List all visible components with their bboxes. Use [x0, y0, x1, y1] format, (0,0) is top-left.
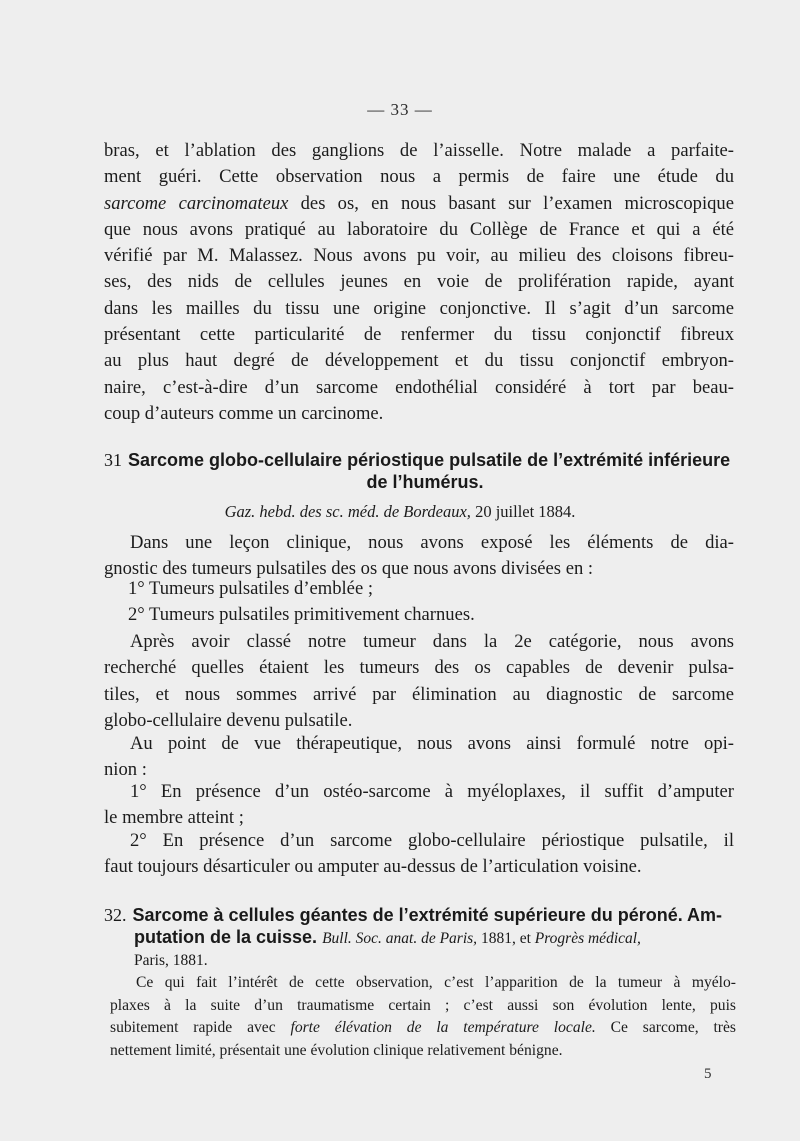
text-line: sarcome carcinomateux des os, en nous basant sur l’examen microscopique — [104, 192, 734, 214]
text-line: bras, et l’ablation des ganglions de l’aisselle. Notre malade a parfaite- — [104, 140, 734, 161]
text-line: nion : — [104, 759, 147, 781]
section-32-summary — [110, 972, 736, 1062]
text-line: subitement rapide avec forte élévation de la température locale. Ce sarcome, très — [110, 1019, 736, 1037]
section-number: 32. — [104, 905, 127, 925]
intro-paragraph — [104, 138, 734, 427]
section-31-heading — [104, 449, 736, 493]
section-31-paragraph-5 — [104, 828, 734, 881]
text-line: le membre atteint ; — [104, 807, 244, 829]
section-number: 31 — [104, 450, 122, 470]
text-line: nettement limité, présentait une évolution clinique relativement bénigne. — [110, 1041, 563, 1059]
section-title-line: Sarcome à cellules géantes de l’extrémité supérieure du péroné. Am- — [132, 905, 723, 925]
text-line: ment guéri. Cette observation nous a permis de faire une étude du — [104, 166, 734, 188]
text-line: 2° En présence d’un sarcome globo-cellulaire périostique pulsatile, il — [130, 830, 734, 851]
text-line: au plus haut degré de développement et du tissu conjonctif embryon- — [104, 350, 734, 372]
text-line: gnostic des tumeurs pulsatiles des os que nous avons divisées en : — [104, 558, 594, 580]
emphasis-term: sarcome carcinomateux — [104, 192, 289, 214]
section-31-paragraph-2 — [104, 629, 734, 734]
text-line: ses, des nids de cellules jeunes en voie de prolifération rapide, ayant — [104, 271, 734, 293]
section-31-paragraph-4 — [104, 779, 734, 832]
page-number-top: — 33 — — [367, 100, 433, 119]
text-line: Dans une leçon clinique, nous avons exposé les éléments de dia- — [130, 532, 734, 553]
text-line: plaxes à la suite d’un traumatisme certain ; c’est aussi son évolution lente, puis — [110, 996, 736, 1014]
section-32-heading — [104, 904, 736, 972]
text-line: naire, c’est-à-dire d’un sarcome endothélial considéré à tort par beau- — [104, 376, 734, 398]
text-line: Ce qui fait l’intérêt de cette observation, c’est l’apparition de la tumeur à myélo- — [136, 974, 736, 991]
text-line: dans les mailles du tissu une origine conjonctive. Il s’agit d’un sarcome — [104, 297, 734, 319]
text-line: recherché quelles étaient les tumeurs des os capables de devenir pulsa- — [104, 657, 734, 679]
text-line: faut toujours désarticuler ou amputer au-dessus de l’articulation voisine. — [104, 856, 642, 878]
section-32-reference: Bull. Soc. anat. de Paris, 1881, et Progrès médical, — [322, 930, 641, 947]
text-line: globo-cellulaire devenu pulsatile. — [104, 709, 353, 731]
page-number-bottom: 5 — [704, 1066, 712, 1082]
section-31-paragraph-3 — [104, 731, 734, 784]
section-31-paragraph-1 — [104, 530, 734, 583]
emphasis-term: forte élévation de la température locale. — [290, 1019, 596, 1037]
section-31-citation — [0, 502, 800, 522]
text-line: vérifié par M. Malassez. Nous avons pu voir, au milieu des cloisons fibreu- — [104, 245, 734, 267]
text-line: Après avoir classé notre tumeur dans la 2e catégorie, nous avons — [130, 631, 734, 652]
section-32-reference-cont: Paris, 1881. — [134, 952, 208, 969]
text-line: présentant cette particularité de renfermer du tissu conjonctif fibreux — [104, 324, 734, 346]
text-line: Au point de vue thérapeutique, nous avons ainsi formulé notre opi- — [130, 733, 734, 754]
section-title-line: Sarcome globo-cellulaire périostique pulsatile de l’extrémité inférieure — [128, 450, 731, 470]
section-title-line: de l’humérus. — [366, 472, 484, 492]
section-title-line: putation de la cuisse. — [134, 927, 318, 947]
text-line: 1° En présence d’un ostéo-sarcome à myéloplaxes, il suffit d’amputer — [130, 781, 734, 802]
list-item: 2° Tumeurs pulsatiles primitivement charnues. — [128, 604, 475, 625]
text-line: coup d’auteurs comme un carcinome. — [104, 402, 384, 424]
text-line: tiles, et nous sommes arrivé par élimination au diagnostic de sarcome — [104, 683, 734, 705]
list-item: 1° Tumeurs pulsatiles d’emblée ; — [128, 578, 374, 599]
citation-date: 20 juillet 1884. — [470, 502, 576, 521]
citation-journal: Gaz. hebd. des sc. méd. de Bordeaux, — [224, 502, 471, 521]
text-line: que nous avons pratiqué au laboratoire du Collège de France et qui a été — [104, 218, 734, 240]
